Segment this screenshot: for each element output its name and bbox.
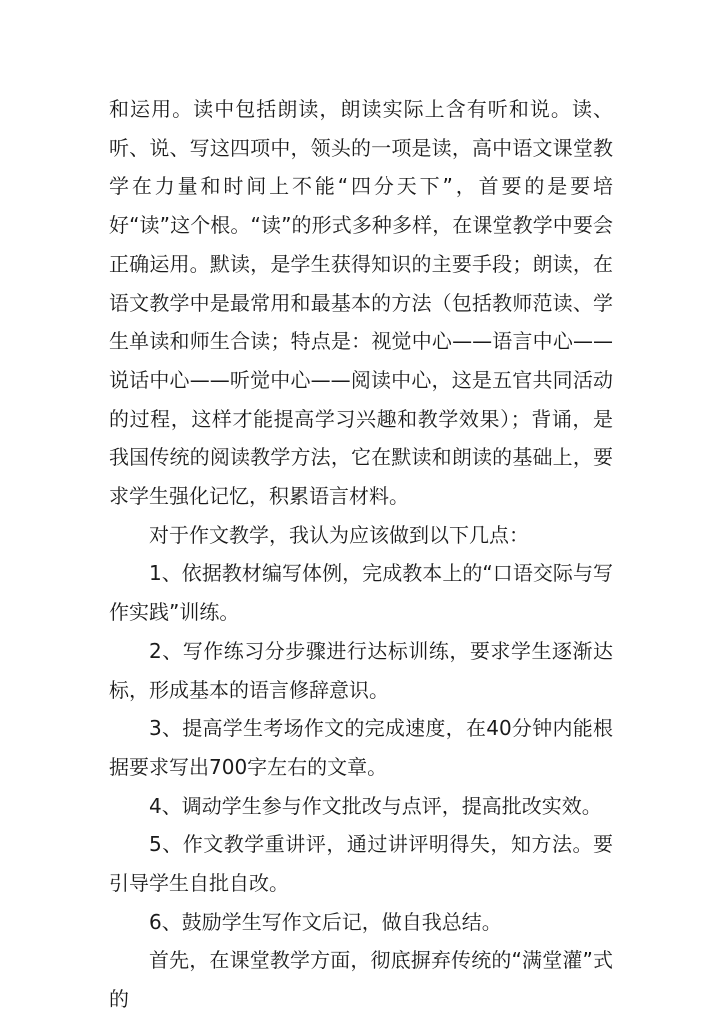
- list-item-3: 3、提高学生考场作文的完成速度，在40分钟内能根据要求写出700字左右的文章。: [109, 716, 613, 779]
- list-item-1: 1、依据教材编写体例，完成教本上的“口语交际与写作实践”训练。: [109, 561, 613, 625]
- list-item-2: 2、写作练习分步骤进行达标训练，要求学生逐渐达标，形成基本的语言修辞意识。: [109, 638, 613, 702]
- paragraph-reading-methods: 和运用。读中包括朗读，朗读实际上含有听和说。读、听、说、写这四项中，领头的一项是读，高中语文课堂教学在力量和时间上不能“四分天下”，首要的是要培好“读”这个根。“读”的形式多种多样，在课堂教学中要会正确运用。默读，是学生获得知识的主要手段；朗读，在语文教学中是最常用和最基本的方法（包括教师范读、学生单读和师生合读；特点是：视觉中心——语言中心——说话中心——听觉中心——阅读中心，这是五官共同活动的过程，这样才能提高学习兴趣和教学效果）；背诵，是我国传统的阅读教学方法，它在默读和朗读的基础上，要求学生强化记忆，积累语言材料。: [109, 97, 613, 509]
- paragraph-classroom-teaching: 首先，在课堂教学方面，彻底摒弃传统的“满堂灌”式的: [109, 948, 613, 1012]
- list-item-5: 5、作文教学重讲评，通过讲评明得失，知方法。要引导学生自批自改。: [109, 832, 613, 896]
- document-page: [109, 90, 613, 1019]
- list-item-4: 4、调动学生参与作文批改与点评，提高批改实效。: [149, 793, 602, 818]
- list-item-6: 6、鼓励学生写作文后记，做自我总结。: [149, 909, 502, 934]
- paragraph-composition-intro: 对于作文教学，我认为应该做到以下几点：: [149, 522, 529, 547]
